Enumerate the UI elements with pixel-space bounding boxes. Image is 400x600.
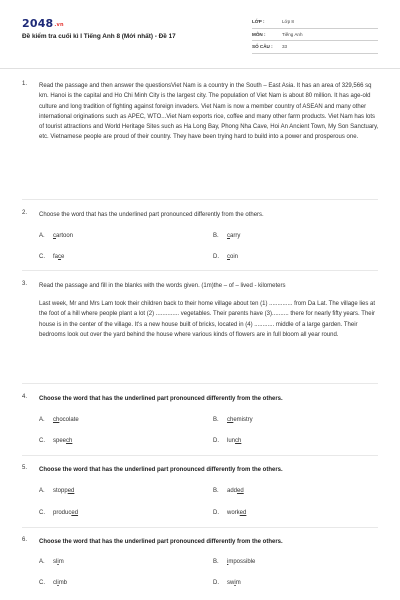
option-word-pre: produc xyxy=(53,510,72,516)
option-word-pre: sl xyxy=(53,559,58,565)
question-number: 2. xyxy=(22,210,28,216)
option-a[interactable] xyxy=(39,559,64,565)
option-letter: B. xyxy=(213,488,219,494)
option-word-post: m xyxy=(58,559,64,565)
logo-suffix: .vn xyxy=(54,22,64,28)
option-word-post: mb xyxy=(58,580,68,586)
option-c[interactable] xyxy=(39,510,78,516)
option-underlined-part: c xyxy=(53,233,56,239)
option-word-post: emistry xyxy=(233,417,253,423)
option-d[interactable] xyxy=(213,438,241,444)
option-c[interactable] xyxy=(39,438,72,444)
question-text: Read the passage and then answer the questionsViet Nam is a country in the South – East Asia. It has an area of 329,566 sq km. Hanoi is the capital and Ho Chi Minh City is the largest city. The population of Viet Nam is about 80 million. It has age-old culture and long tradition of fighting against foreign invaders. Viet Nam is now a member country of ASEAN and many other international originations such as APEC, WTO...Viet Nam exports rice, coffee and many other farm products. Viet Nam has lots of tourist attractions and World Heritage Sites such as Ha Long Bay, Phong Nha Cave, Hoi An Ancient Town, My Son Sanctuary, etc. Vietnamese people are proud of their country. They have been trying hard to build into a power and prosperous one. xyxy=(39,83,379,141)
option-word-pre: fa xyxy=(53,254,59,260)
question-number: 1. xyxy=(22,81,28,87)
question-divider xyxy=(22,383,378,384)
option-d[interactable] xyxy=(213,580,241,586)
option-b[interactable] xyxy=(213,559,255,565)
option-underlined-part: ch xyxy=(66,438,73,444)
option-underlined-part: ch xyxy=(227,417,234,423)
option-word-post: mpossible xyxy=(228,559,256,565)
option-letter: C. xyxy=(39,438,45,444)
site-logo[interactable] xyxy=(22,17,64,30)
option-letter: B. xyxy=(213,417,219,423)
option-word-post: arry xyxy=(230,233,241,239)
option-underlined-part: ch xyxy=(235,438,242,444)
option-d[interactable] xyxy=(213,254,238,260)
meta-label: SỐ CÂU : xyxy=(252,44,273,50)
question-number: 5. xyxy=(22,465,28,471)
meta-row-class xyxy=(252,16,378,29)
question-text: Choose the word that has the underlined part pronounced differently from the others. xyxy=(39,539,283,545)
option-letter: A. xyxy=(39,559,45,565)
option-letter: D. xyxy=(213,510,219,516)
option-underlined-part: ed xyxy=(67,488,75,494)
reading-passage: Last week, Mr and Mrs Lam took their children back to their home village about ten (1) .............. from Da Lat. The village lies at the foot of a hill where people plant a lot (2) .............. vegetables. Their parents have (3).......... there for nearly fifty years. Their house is in the center of the village. It's a new house built of bricks, located in (4) ............ middle of a large garden. Their bedrooms look out over the yard behind the house where various kinds of flowers are in full bloom all year round. xyxy=(39,301,376,338)
meta-label: LỚP : xyxy=(252,19,265,25)
option-a[interactable] xyxy=(39,488,74,494)
option-d[interactable] xyxy=(213,510,246,516)
meta-row-subject xyxy=(252,29,378,42)
option-word-post: m xyxy=(235,580,241,586)
option-letter: A. xyxy=(39,488,45,494)
question-divider xyxy=(22,455,378,456)
option-underlined-part: i xyxy=(57,580,59,586)
option-letter: C. xyxy=(39,510,45,516)
option-word-pre: sw xyxy=(227,580,235,586)
option-underlined-part: ed xyxy=(71,510,79,516)
option-underlined-part: ed xyxy=(239,510,247,516)
option-letter: C. xyxy=(39,580,45,586)
meta-value: Lớp 8 xyxy=(282,19,294,25)
option-underlined-part: ch xyxy=(53,417,60,423)
option-word-pre: lun xyxy=(227,438,236,444)
option-letter: D. xyxy=(213,438,219,444)
question-text: Read the passage and fill in the blanks with the words given. (1m)the – of – lived - kilometers xyxy=(39,283,286,289)
option-word-pre: spee xyxy=(53,438,67,444)
option-c[interactable] xyxy=(39,580,67,586)
question-text: Choose the word that has the underlined part pronounced differently from the others. xyxy=(39,396,283,402)
question-number: 3. xyxy=(22,281,28,287)
option-word-pre: add xyxy=(227,488,238,494)
question-number: 4. xyxy=(22,394,28,400)
option-c[interactable] xyxy=(39,254,64,260)
logo-text: 2048 xyxy=(22,17,54,30)
question-number: 6. xyxy=(22,537,28,543)
header-divider xyxy=(0,68,400,69)
option-underlined-part: c xyxy=(58,254,62,260)
option-letter: D. xyxy=(213,580,219,586)
option-word-pre: cl xyxy=(53,580,58,586)
question-text: Choose the word that has the underlined part pronounced differently from the others. xyxy=(39,467,283,473)
page-header xyxy=(0,0,400,68)
option-letter: A. xyxy=(39,417,45,423)
exam-meta xyxy=(252,16,378,54)
question-divider xyxy=(22,199,378,200)
question-divider xyxy=(22,270,378,271)
option-b[interactable] xyxy=(213,233,240,239)
option-word-post: oin xyxy=(230,254,239,260)
meta-value: Tiếng Anh xyxy=(282,31,303,37)
option-word-post: ocolate xyxy=(59,417,79,423)
option-letter: C. xyxy=(39,254,45,260)
option-word-pre: work xyxy=(227,510,240,516)
meta-row-count xyxy=(252,41,378,54)
option-letter: A. xyxy=(39,233,45,239)
option-word-pre: stopp xyxy=(53,488,68,494)
meta-value: 33 xyxy=(282,44,288,50)
option-b[interactable] xyxy=(213,488,244,494)
option-letter: B. xyxy=(213,233,219,239)
exam-title: Đề kiểm tra cuối kì I Tiếng Anh 8 (Mới nhất) - Đề 17 xyxy=(22,33,176,40)
question-divider xyxy=(22,527,378,528)
option-underlined-part: c xyxy=(227,233,230,239)
option-letter: D. xyxy=(213,254,219,260)
option-underlined-part: c xyxy=(227,254,230,260)
option-word-post: artoon xyxy=(56,233,74,239)
option-underlined-part: i xyxy=(234,580,236,586)
option-underlined-part: i xyxy=(57,559,59,565)
meta-label: MÔN : xyxy=(252,31,266,37)
option-letter: B. xyxy=(213,559,219,565)
option-word-post: e xyxy=(61,254,65,260)
question-text: Choose the word that has the underlined part pronounced differently from the others. xyxy=(39,212,264,218)
option-b[interactable] xyxy=(213,417,253,423)
option-a[interactable] xyxy=(39,417,79,423)
option-a[interactable] xyxy=(39,233,73,239)
option-underlined-part: ed xyxy=(237,488,244,494)
option-underlined-part: i xyxy=(227,559,229,565)
